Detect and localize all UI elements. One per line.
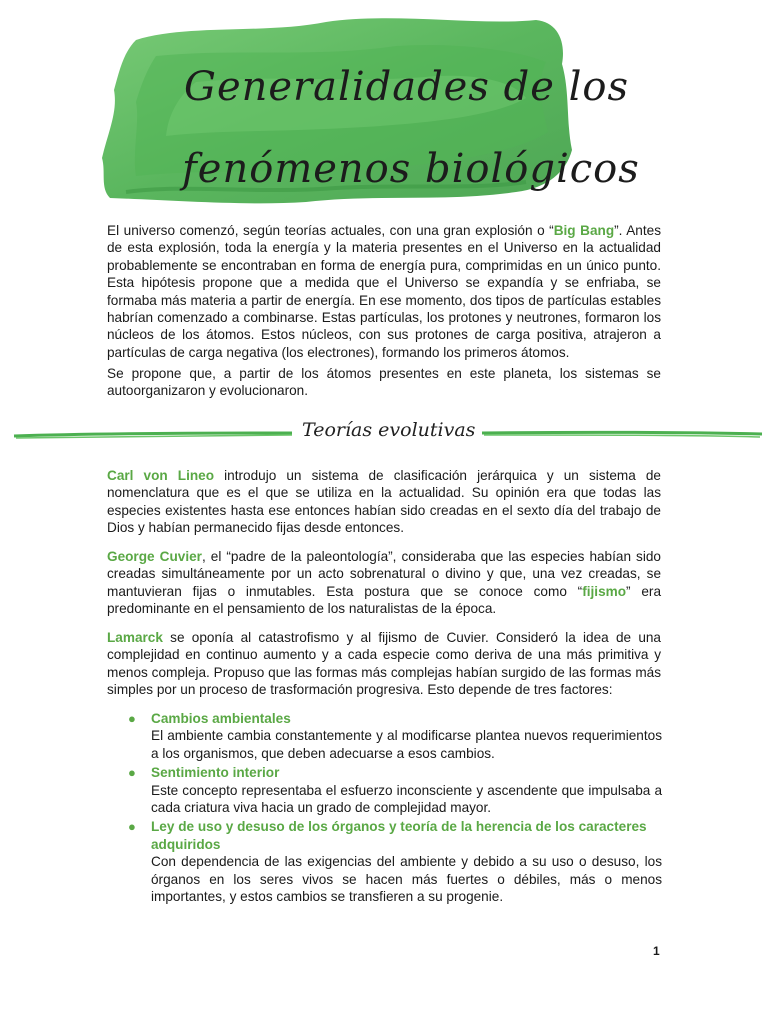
linneo-name: Carl von Lineo (107, 468, 215, 483)
intro-paragraph: El universo comenzó, según teorías actuales, con una gran explosión o “Big Bang”. Antes de esta explosión, toda la energía y la materia presentes en el Universo en la actualidad probablemente se encontraban en forma de energía pura, comprimidas en un único punto. Esta hipótesis propone que a medida que el Universo se expandía y se enfriaba, se formaba más materia a partir de energía. En ese momento, dos tipos de partículas estables habrían comenzado a combinarse. Estas partículas, los protones y neutrones, formaron los núcleos de los átomos. Estos núcleos, con sus protones de carga positiva, atrajeron a partículas de carga negativa (los electrones), formando los primeros átomos. (107, 223, 661, 360)
factor-title: Ley de uso y desuso de los órganos y teoría de la herencia de los caracteres adquiridos (151, 819, 647, 852)
bullet-icon: ● (128, 711, 136, 726)
bullet-icon: ● (128, 765, 136, 781)
section-title: Teorías evolutivas (296, 419, 481, 441)
page-title-line-1: Generalidades de los (184, 64, 629, 110)
lamarck-name: Lamarck (107, 630, 163, 645)
intro-paragraph-2: Se propone que, a partir de los átomos presentes en este planeta, los sistemas se autoorganizaron y evolucionaron. (107, 366, 661, 399)
page-title-line-2: fenómenos biológicos (182, 146, 640, 192)
cuvier-name: George Cuvier (107, 549, 202, 564)
factor-title: Sentimiento interior (151, 765, 280, 781)
list-item (128, 764, 662, 816)
title-banner (96, 12, 640, 208)
fijismo-highlight: fijismo (582, 583, 627, 599)
linneo-paragraph: Carl von Lineo introdujo un sistema de clasificación jerárquica y un sistema de nomenclatura que es el que se utiliza en la actualidad. Su opinión era que todas las especies existentes hasta ese entonces habían sido creadas en el sexto día del trabajo de Dios y habían permanecido fijas desde entonces. (107, 468, 661, 536)
factor-description: El ambiente cambia constantemente y al modificarse plantea nuevos requerimientos a los organismos, que deben adecuarse a esos cambios. (151, 728, 662, 761)
factor-title: Cambios ambientales (151, 711, 291, 726)
factor-description: Con dependencia de las exigencias del ambiente y debido a su uso o desuso, los órganos en los seres vivos se hacen más fuertes o débiles, más o menos importantes, y estos cambios se transfieren a su progenie. (151, 854, 662, 905)
factors-list (128, 710, 662, 905)
list-item (128, 818, 662, 905)
big-bang-highlight: Big Bang (553, 223, 615, 238)
cuvier-paragraph: George Cuvier, el “padre de la paleontología”, consideraba que las especies habían sido creadas simultáneamente por un acto sobrenatural o divino y que, una vez creadas, se mantuvieran fijas o inmutables. Esta postura que se conoce como “fijismo” era predominante en el pensamiento de los naturalistas de la época. (107, 549, 662, 617)
list-item (128, 710, 662, 762)
bullet-icon: ● (128, 819, 136, 835)
page-number: 1 (653, 944, 660, 958)
lamarck-paragraph: Lamarck se oponía al catastrofismo y al fijismo de Cuvier. Consideró la idea de una complejidad en continuo aumento y a cada especie como deriva de una más primitiva y menos compleja. Propuso que las formas más complejas habían surgido de las formas más simples por un proceso de trasformación progresiva. Esto depende de tres factores: (107, 630, 661, 698)
factor-description: Este concepto representaba el esfuerzo inconsciente y ascendente que impulsaba a cada criatura viva hacia un grado de complejidad mayor. (151, 782, 662, 816)
